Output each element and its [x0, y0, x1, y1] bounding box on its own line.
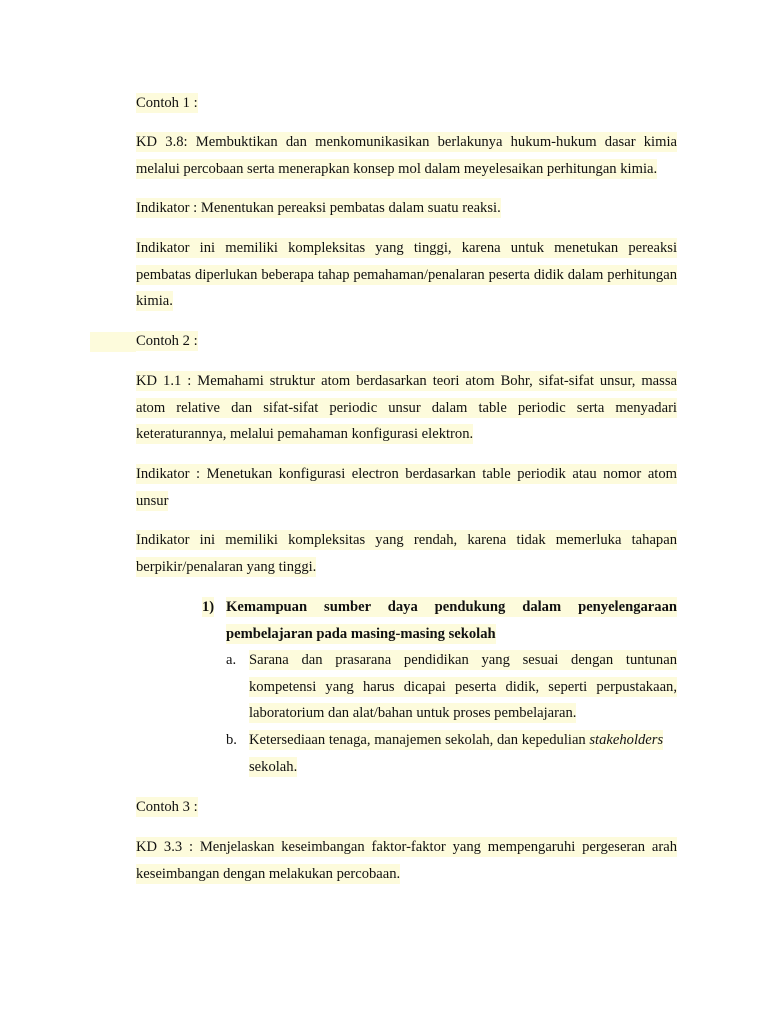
list-item-a-marker-text: a. — [226, 652, 237, 668]
contoh-2-kd-paragraph — [136, 368, 677, 448]
contoh-3-kd-text: KD 3.3 : Menjelaskan keseimbangan faktor-faktor yang mempengaruhi pergeseran arah keseimbangan dengan melakukan percobaan. — [136, 839, 677, 882]
list-item-a-marker — [226, 647, 236, 674]
list-title-text: Kemampuan sumber daya pendukung dalam penyelengaraan pembelajaran pada masing-masing sekolah — [226, 599, 677, 642]
list-item-b-marker — [226, 727, 237, 754]
contoh-3-kd-paragraph — [136, 834, 677, 887]
list-item-b-text-before: Ketersediaan tenaga, manajemen sekolah, dan kepedulian — [249, 732, 590, 748]
list-number — [202, 594, 214, 621]
list-number-text: 1) — [202, 599, 215, 615]
list-item-a — [249, 647, 677, 727]
contoh-1-kd-paragraph — [136, 129, 677, 182]
contoh-1-kd-text: KD 3.8: Membuktikan dan menkomunikasikan berlakunya hukum-hukum dasar kimia melalui percobaan serta menerapkan konsep mol dalam meyelesaikan perhitungan kimia. — [136, 134, 677, 177]
contoh-1-penjelasan-paragraph — [136, 235, 677, 315]
contoh-3-heading-text: Contoh 3 : — [136, 799, 198, 815]
contoh-1-indikator-text: Indikator : Menentukan pereaksi pembatas dalam suatu reaksi. — [136, 200, 501, 216]
contoh-2-indikator-paragraph — [136, 461, 677, 514]
contoh-1-indikator-paragraph — [136, 195, 677, 222]
contoh-2-penjelasan-paragraph — [136, 527, 677, 580]
contoh-3-heading — [136, 794, 677, 821]
contoh-1-heading-text: Contoh 1 : — [136, 95, 198, 111]
contoh-1-heading — [136, 90, 677, 117]
contoh-2-indikator-text: Indikator : Menetukan konfigurasi electron berdasarkan table periodik atau nomor atom unsur — [136, 466, 677, 509]
margin-highlight-mark — [90, 332, 136, 352]
contoh-2-kd-text: KD 1.1 : Memahami struktur atom berdasarkan teori atom Bohr, sifat-sifat unsur, massa atom relative dan sifat-sifat periodic unsur dalam table periodic serta menyadari keteraturannya, melalui pemahaman konfigurasi elektron. — [136, 373, 677, 443]
list-title-paragraph — [226, 594, 677, 647]
contoh-1-penjelasan-text: Indikator ini memiliki kompleksitas yang tinggi, karena untuk menetukan pereaksi pembatas diperlukan beberapa tahap pemahaman/penalaran peserta didik dalam perhitungan kimia. — [136, 240, 677, 310]
contoh-2-heading-text: Contoh 2 : — [136, 333, 198, 349]
list-item-b-text-italic: stakeholders — [589, 732, 664, 748]
list-item-b-marker-text: b. — [226, 732, 237, 748]
list-item-b-text-after: sekolah. — [249, 758, 298, 775]
list-item-a-text: Sarana dan prasarana pendidikan yang sesuai dengan tuntunan kompetensi yang harus dicapai peserta didik, seperti perpustakaan, laboratorium dan alat/bahan untuk proses pembelajaran. — [249, 652, 677, 722]
contoh-2-penjelasan-text: Indikator ini memiliki kompleksitas yang rendah, karena tidak memerluka tahapan berpikir/penalaran yang tinggi. — [136, 532, 677, 575]
contoh-2-heading — [136, 328, 677, 355]
list-item-b — [249, 727, 677, 780]
